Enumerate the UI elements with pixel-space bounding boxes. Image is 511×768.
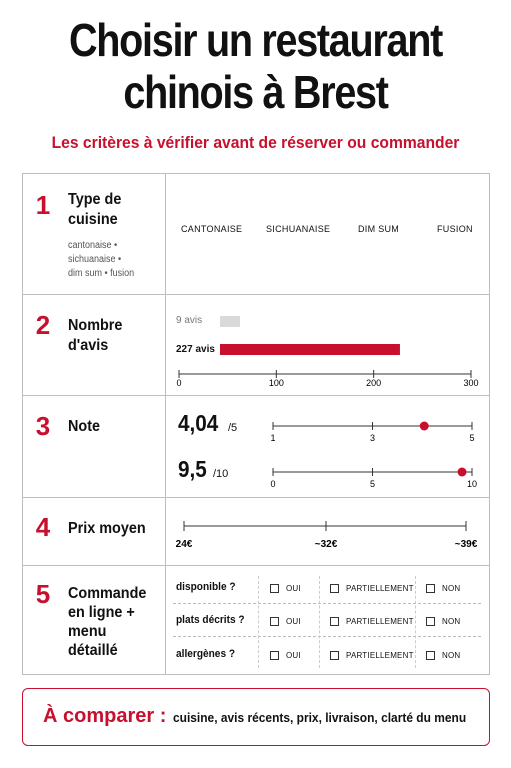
cuisine-note-line: dim sum • fusion [68,268,135,279]
cuisine-note-line: sichuanaise • [68,254,122,265]
cuisine-note-line: cantonaise • [68,240,118,251]
review-bar [220,344,400,355]
checkbox-label: NON [442,584,461,593]
checklist-column-divider [319,576,320,668]
row-label-online-order: Commande en ligne + menu détaillé [68,585,147,659]
title-line-1: Choisir un restaurant [69,14,442,66]
cuisine-type-dim-sum: DIM SUM [358,224,400,234]
checklist-question: plats décrits ? [176,614,245,626]
checkbox-partiellement[interactable] [330,651,339,660]
rating-tick-label: 1 [270,433,276,443]
checkbox-label: PARTIELLEMENT [346,617,414,626]
row-number-4: 4 [35,512,51,542]
checklist-column-divider [258,576,259,668]
rating-tick-label: 5 [469,433,475,443]
checkbox-oui[interactable] [270,584,279,593]
checklist-separator [173,636,481,637]
checkbox-label: PARTIELLEMENT [346,651,414,660]
review-axis-label: 300 [463,378,479,388]
page-subtitle: Les critères à vérifier avant de réserver ou commander [51,133,460,152]
cuisine-type-sichuanaise: SICHUANAISE [266,224,331,234]
rating-5-scale: /5 [228,422,238,434]
price-tick-label: ~39€ [454,539,478,550]
rating-tick-label: 0 [270,479,276,489]
checkbox-non[interactable] [426,651,435,660]
review-bar [220,316,240,327]
bar-label-9: 9 avis [176,315,203,326]
rating-10-value: 9,5 [178,456,207,482]
review-axis-label: 0 [176,378,182,388]
compare-banner [22,688,490,746]
review-axis-label: 200 [366,378,382,388]
checkbox-label: OUI [286,651,301,660]
checkbox-label: OUI [286,584,301,593]
row-label-average-price: Prix moyen [68,520,146,537]
rating-5-value: 4,04 [178,410,219,436]
checkbox-partiellement[interactable] [330,584,339,593]
checkbox-label: NON [442,617,461,626]
rating-marker [420,422,429,431]
row-label-rating: Note [68,418,101,435]
row-number-3: 3 [35,411,51,441]
checkbox-non[interactable] [426,617,435,626]
checklist-question: allergènes ? [176,648,236,660]
row-number-2: 2 [35,310,51,340]
checkbox-oui[interactable] [270,617,279,626]
criteria-table [22,173,490,675]
row-number-5: 5 [35,579,51,609]
row-divider [23,294,489,295]
rating-10-scale: /10 [213,468,229,480]
checkbox-label: PARTIELLEMENT [346,584,414,593]
checklist-question: disponible ? [176,581,236,593]
checkbox-label: OUI [286,617,301,626]
review-axis-label: 100 [268,378,284,388]
row-label-review-count: Nombre d'avis [68,317,123,354]
bar-label-227: 227 avis [176,344,215,355]
title-line-2: chinois à Brest [123,66,388,118]
checkbox-partiellement[interactable] [330,617,339,626]
checklist-separator [173,603,481,604]
compare-lead: À comparer : [43,705,167,727]
rating-tick-label: 10 [466,479,478,489]
row-label-cuisine-type: Type de cuisine [68,191,122,228]
checkbox-oui[interactable] [270,651,279,660]
price-tick-label: 24€ [175,539,193,550]
page-title [36,14,475,118]
row-divider [23,565,489,566]
cuisine-type-cantonaise: CANTONAISE [181,224,243,234]
rating-tick-label: 5 [369,479,376,489]
rating-tick-label: 3 [369,433,376,443]
row-divider [23,395,489,396]
compare-text: cuisine, avis récents, prix, livraison, clarté du menu [173,710,467,725]
rating-marker [458,468,467,477]
checkbox-non[interactable] [426,584,435,593]
checkbox-label: NON [442,651,461,660]
row-number-1: 1 [35,190,51,220]
price-tick-label: ~32€ [314,539,338,550]
cuisine-type-fusion: FUSION [437,224,473,234]
row-divider [23,497,489,498]
checklist-column-divider [415,576,416,668]
